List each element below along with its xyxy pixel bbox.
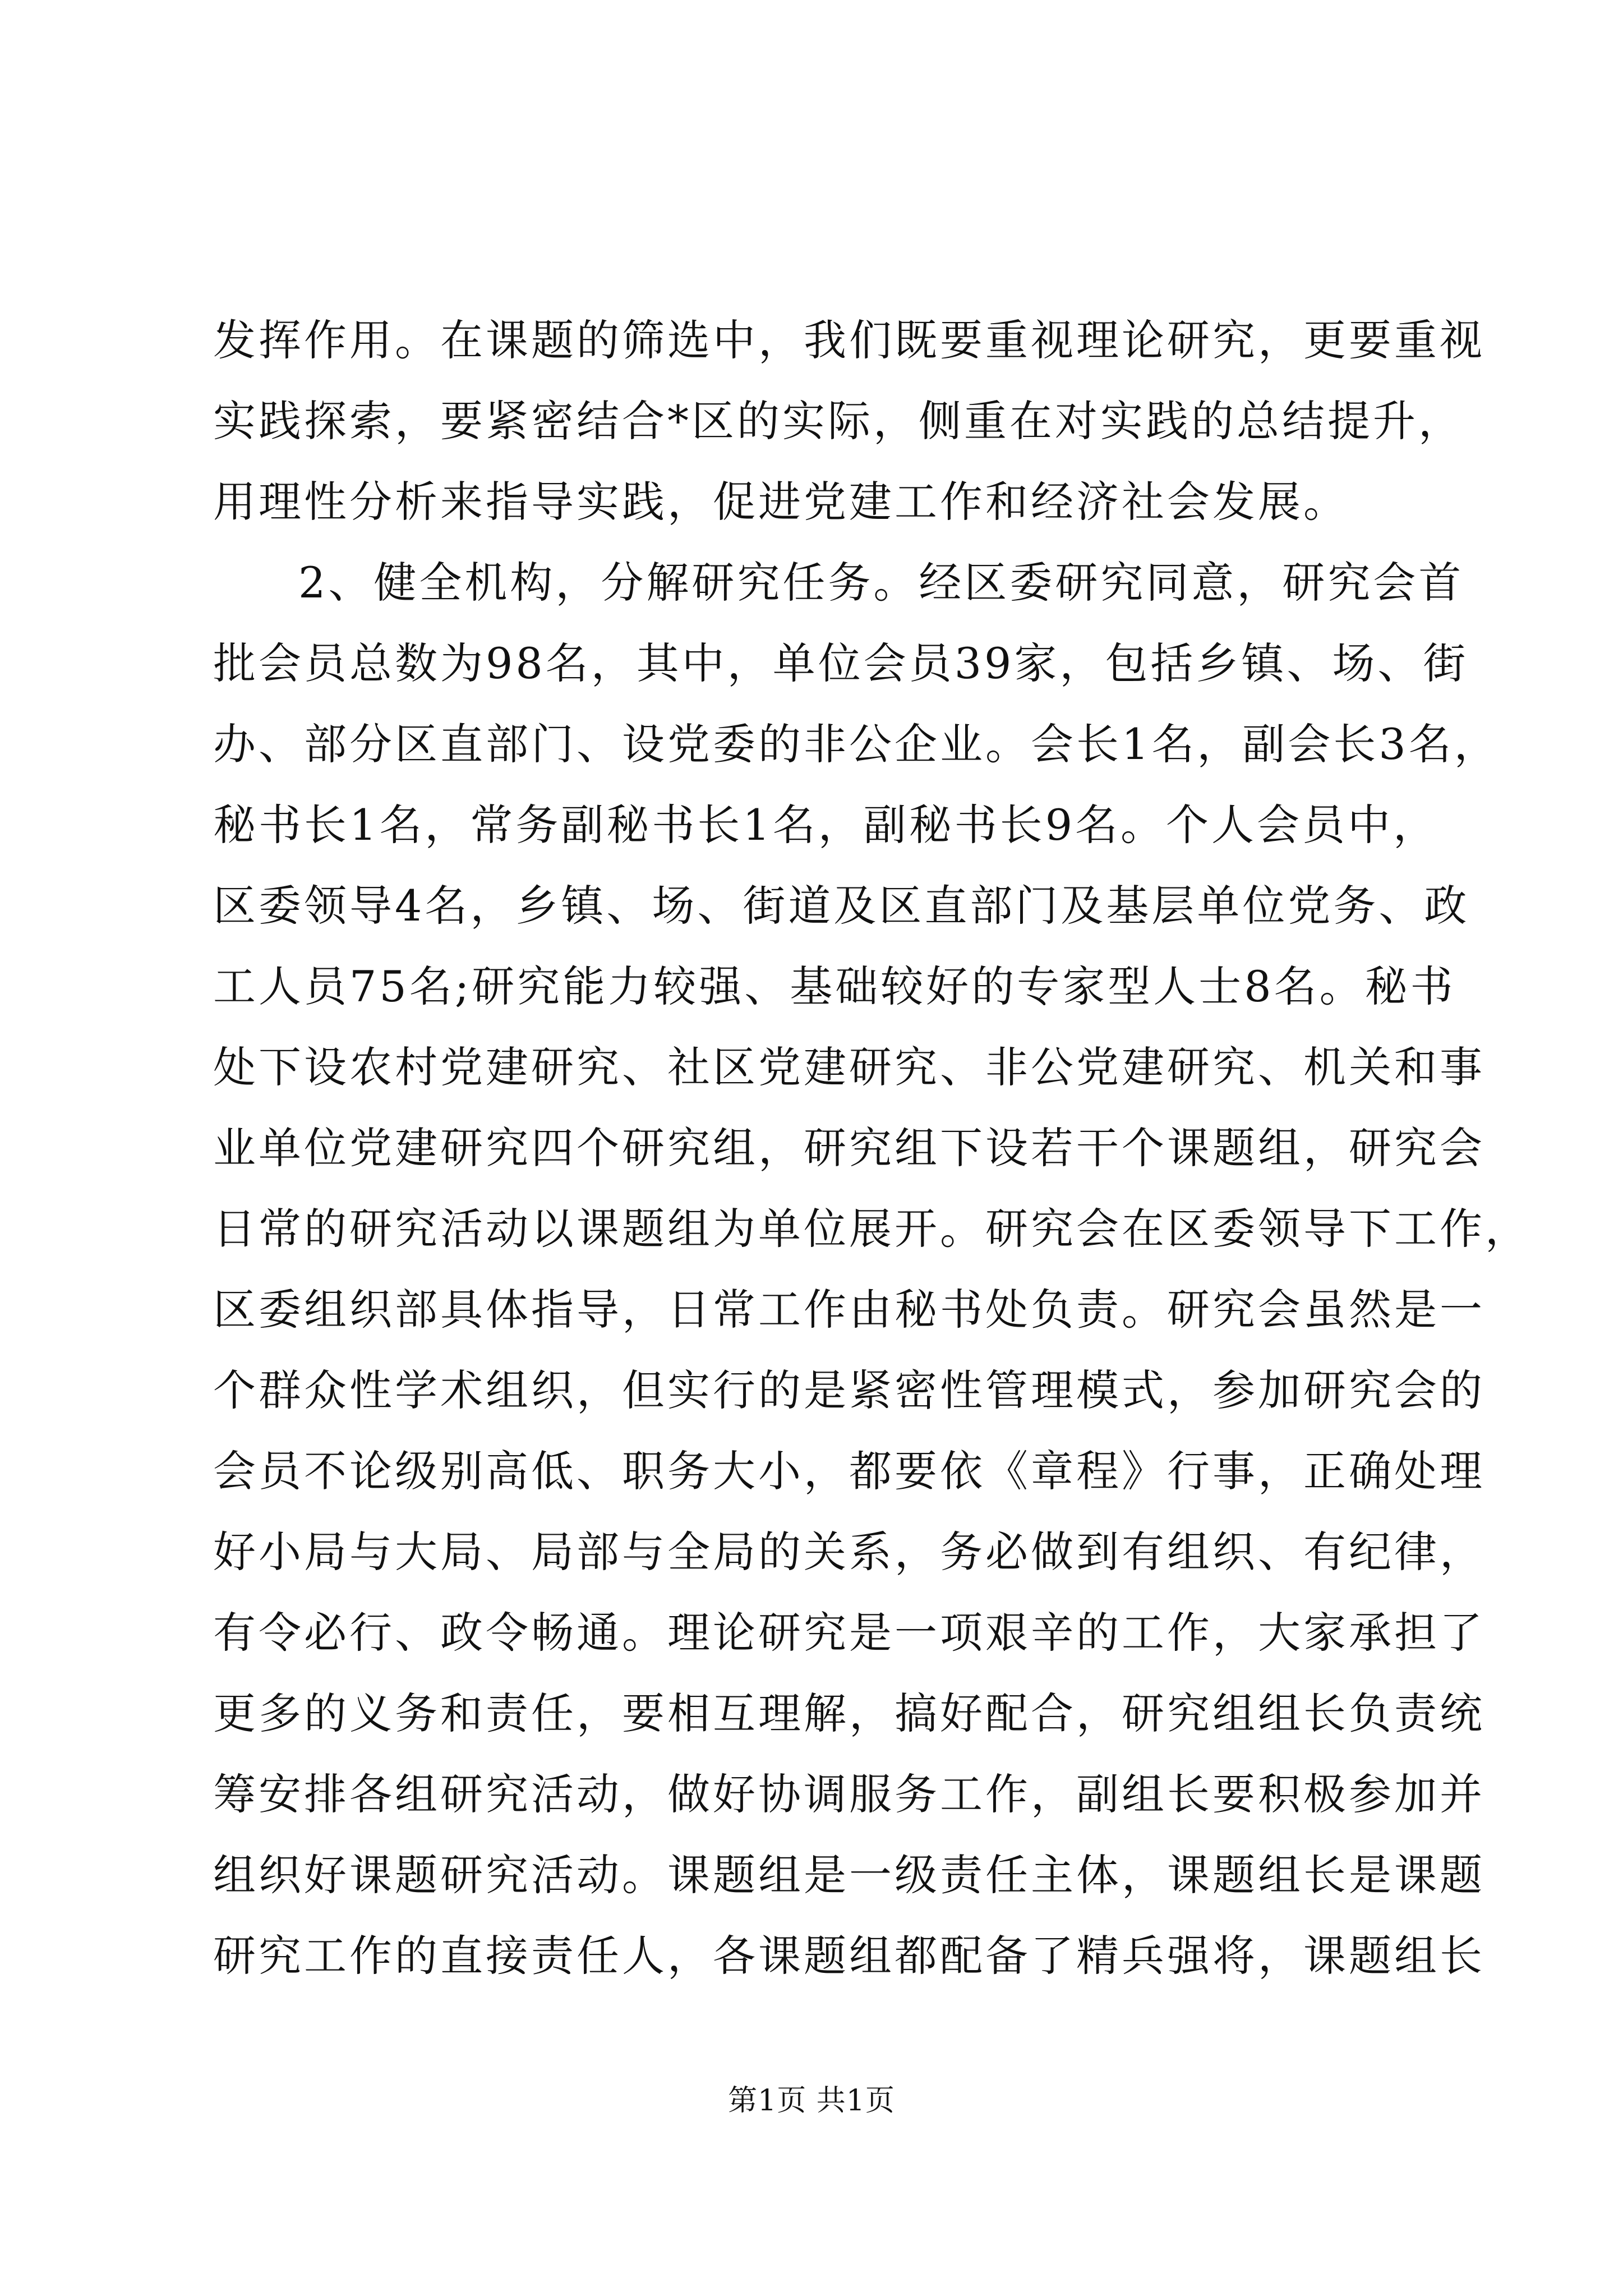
text-line: 区委组织部具体指导，日常工作由秘书处负责。研究会虽然是一 (213, 1285, 1485, 1335)
text-line: 业单位党建研究四个研究组，研究组下设若干个课题组，研究会 (213, 1123, 1485, 1173)
text-line: 筹安排各组研究活动，做好协调服务工作，副组长要积极参加并 (213, 1769, 1485, 1819)
page-number: 第1页 共1页 (728, 2084, 895, 2118)
text-line: 办、部分区直部门、设党委的非公企业。会长1名，副会长3名， (213, 719, 1500, 769)
text-line: 发挥作用。在课题的筛选中，我们既要重视理论研究，更要重视 (213, 315, 1485, 365)
text-line: 用理性分析来指导实践，促进党建工作和经济社会发展。 (213, 477, 1349, 527)
text-line: 实践探索，要紧密结合*区的实际，侧重在对实践的总结提升， (213, 396, 1464, 446)
text-line: 会员不论级别高低、职务大小，都要依《章程》行事，正确处理 (213, 1446, 1485, 1496)
text-line: 处下设农村党建研究、社区党建研究、非公党建研究、机关和事 (213, 1042, 1485, 1092)
text-line: 个群众性学术组织，但实行的是紧密性管理模式，参加研究会的 (213, 1365, 1485, 1415)
text-line: 有令必行、政令畅通。理论研究是一项艰辛的工作，大家承担了 (213, 1608, 1485, 1658)
text-line: 秘书长1名，常务副秘书长1名，副秘书长9名。个人会员中， (213, 800, 1439, 850)
text-line: 批会员总数为98名，其中，单位会员39家，包括乡镇、场、街 (213, 638, 1469, 688)
text-line: 研究工作的直接责任人，各课题组都配备了精兵强将，课题组长 (213, 1931, 1485, 1981)
document-body (213, 300, 1530, 1996)
page-footer (0, 2081, 1623, 2120)
text-line: 组织好课题研究活动。课题组是一级责任主体，课题组长是课题 (213, 1850, 1485, 1900)
text-line: 日常的研究活动以课题组为单位展开。研究会在区委领导下工作， (213, 1204, 1530, 1254)
text-line: 好小局与大局、局部与全局的关系，务必做到有组织、有纪律， (213, 1527, 1485, 1577)
text-line: 更多的义务和责任，要相互理解，搞好配合，研究组组长负责统 (213, 1688, 1485, 1738)
text-line: 工人员75名;研究能力较强、基础较好的专家型人士8名。秘书 (213, 961, 1456, 1011)
paragraph-start-line: 2、健全机构，分解研究任务。经区委研究同意，研究会首 (298, 558, 1464, 608)
text-line: 区委领导4名，乡镇、场、街道及区直部门及基层单位党务、政 (213, 881, 1470, 931)
